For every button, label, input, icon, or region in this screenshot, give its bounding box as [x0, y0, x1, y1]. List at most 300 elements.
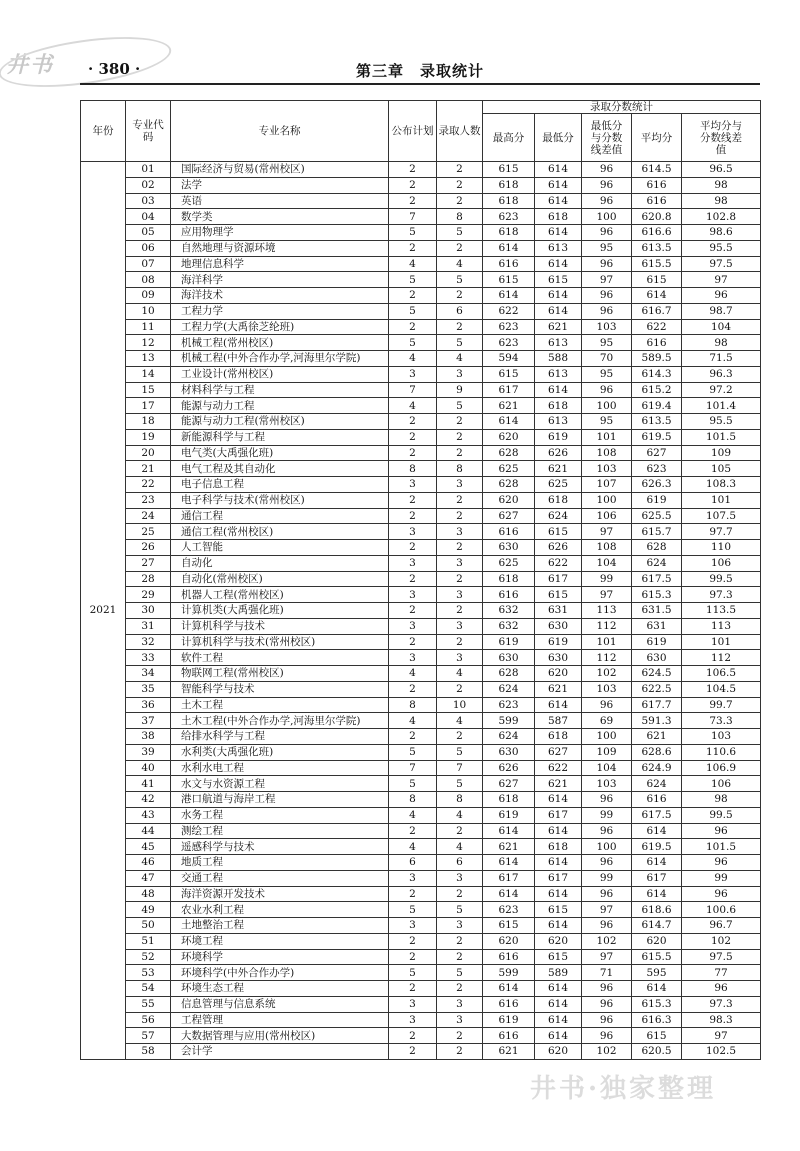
cell-max: 599: [483, 965, 535, 981]
cell-admitted: 2: [437, 240, 483, 256]
cell-min-diff: 113: [582, 603, 632, 619]
cell-max: 618: [483, 193, 535, 209]
cell-avg-diff: 95.5: [682, 414, 761, 430]
cell-admitted: 2: [437, 508, 483, 524]
cell-min-diff: 99: [582, 571, 632, 587]
header-name: 专业名称: [171, 101, 389, 162]
cell-avg: 619.4: [632, 398, 682, 414]
cell-admitted: 5: [437, 744, 483, 760]
cell-min-diff: 102: [582, 933, 632, 949]
cell-max: 618: [483, 225, 535, 241]
cell-max: 623: [483, 335, 535, 351]
table-row: [81, 618, 761, 634]
cell-max: 632: [483, 603, 535, 619]
cell-code: 58: [126, 1044, 171, 1060]
cell-name: 环境科学: [171, 949, 389, 965]
cell-min-diff: 96: [582, 886, 632, 902]
cell-avg-diff: 100.6: [682, 902, 761, 918]
cell-admitted: 2: [437, 949, 483, 965]
cell-admitted: 2: [437, 288, 483, 304]
table-row: [81, 256, 761, 272]
cell-name: 水文与水资源工程: [171, 776, 389, 792]
cell-name: 水利水电工程: [171, 760, 389, 776]
cell-min-diff: 109: [582, 744, 632, 760]
cell-avg: 631.5: [632, 603, 682, 619]
cell-admitted: 2: [437, 540, 483, 556]
cell-avg-diff: 101: [682, 492, 761, 508]
table-row: [81, 634, 761, 650]
cell-avg-diff: 97.3: [682, 996, 761, 1012]
cell-planned: 3: [389, 996, 437, 1012]
cell-avg-diff: 103: [682, 729, 761, 745]
cell-max: 628: [483, 477, 535, 493]
cell-avg-diff: 101: [682, 634, 761, 650]
cell-min: 618: [535, 398, 582, 414]
cell-admitted: 4: [437, 807, 483, 823]
cell-avg: 617.5: [632, 571, 682, 587]
cell-name: 土木工程(中外合作办学,河海里尔学院): [171, 713, 389, 729]
cell-min: 614: [535, 996, 582, 1012]
logo-watermark: [6, 48, 54, 79]
cell-planned: 2: [389, 508, 437, 524]
cell-code: 29: [126, 587, 171, 603]
cell-code: 46: [126, 855, 171, 871]
cell-min-diff: 96: [582, 288, 632, 304]
table-row: [81, 760, 761, 776]
cell-planned: 5: [389, 965, 437, 981]
cell-admitted: 2: [437, 634, 483, 650]
cell-admitted: 10: [437, 697, 483, 713]
cell-max: 614: [483, 855, 535, 871]
cell-planned: 2: [389, 445, 437, 461]
cell-admitted: 2: [437, 492, 483, 508]
cell-max: 618: [483, 571, 535, 587]
cell-avg-diff: 98.6: [682, 225, 761, 241]
cell-code: 25: [126, 524, 171, 540]
cell-avg-diff: 71.5: [682, 351, 761, 367]
cell-avg: 616.3: [632, 1012, 682, 1028]
cell-admitted: 3: [437, 477, 483, 493]
cell-planned: 2: [389, 886, 437, 902]
cell-avg: 627: [632, 445, 682, 461]
cell-min-diff: 96: [582, 1012, 632, 1028]
cell-code: 26: [126, 540, 171, 556]
cell-planned: 4: [389, 256, 437, 272]
cell-code: 10: [126, 303, 171, 319]
cell-max: 624: [483, 729, 535, 745]
cell-max: 614: [483, 823, 535, 839]
cell-name: 计算机科学与技术: [171, 618, 389, 634]
cell-avg-diff: 97.7: [682, 524, 761, 540]
cell-name: 测绘工程: [171, 823, 389, 839]
cell-code: 28: [126, 571, 171, 587]
cell-code: 55: [126, 996, 171, 1012]
cell-code: 41: [126, 776, 171, 792]
cell-name: 人工智能: [171, 540, 389, 556]
cell-avg: 614: [632, 981, 682, 997]
cell-min-diff: 103: [582, 681, 632, 697]
cell-min-diff: 100: [582, 839, 632, 855]
cell-planned: 4: [389, 666, 437, 682]
cell-max: 599: [483, 713, 535, 729]
table-row: [81, 366, 761, 382]
cell-admitted: 3: [437, 870, 483, 886]
cell-code: 44: [126, 823, 171, 839]
cell-min: 621: [535, 461, 582, 477]
header-admitted: 录取人数: [437, 101, 483, 162]
cell-min-diff: 96: [582, 382, 632, 398]
table-row: [81, 807, 761, 823]
cell-avg: 614.5: [632, 162, 682, 178]
table-row: [81, 870, 761, 886]
cell-name: 软件工程: [171, 650, 389, 666]
cell-code: 37: [126, 713, 171, 729]
cell-name: 环境科学(中外合作办学): [171, 965, 389, 981]
cell-min: 614: [535, 162, 582, 178]
table-row: [81, 902, 761, 918]
cell-avg: 619: [632, 492, 682, 508]
table-row: [81, 162, 761, 178]
cell-avg: 617: [632, 870, 682, 886]
cell-min-diff: 95: [582, 366, 632, 382]
cell-code: 48: [126, 886, 171, 902]
cell-planned: 4: [389, 839, 437, 855]
cell-max: 625: [483, 461, 535, 477]
cell-name: 水务工程: [171, 807, 389, 823]
cell-max: 616: [483, 256, 535, 272]
cell-admitted: 3: [437, 996, 483, 1012]
table-row: [81, 965, 761, 981]
cell-max: 623: [483, 902, 535, 918]
cell-min: 630: [535, 618, 582, 634]
table-row: [81, 729, 761, 745]
cell-name: 地理信息科学: [171, 256, 389, 272]
cell-min: 618: [535, 729, 582, 745]
chapter-title: 第三章 录取统计: [355, 62, 484, 80]
cell-admitted: 2: [437, 886, 483, 902]
cell-name: 港口航道与海岸工程: [171, 792, 389, 808]
cell-code: 45: [126, 839, 171, 855]
cell-max: 614: [483, 288, 535, 304]
cell-code: 23: [126, 492, 171, 508]
cell-avg: 619.5: [632, 839, 682, 855]
cell-max: 626: [483, 760, 535, 776]
cell-planned: 3: [389, 587, 437, 603]
cell-min-diff: 96: [582, 1028, 632, 1044]
cell-admitted: 9: [437, 382, 483, 398]
cell-name: 海洋科学: [171, 272, 389, 288]
cell-avg: 620.8: [632, 209, 682, 225]
cell-avg: 615: [632, 1028, 682, 1044]
cell-avg: 617.5: [632, 807, 682, 823]
table-row: [81, 272, 761, 288]
cell-planned: 3: [389, 524, 437, 540]
cell-avg: 619: [632, 634, 682, 650]
header-avg-diff: 平均分与分数线差值: [682, 114, 761, 162]
cell-max: 614: [483, 981, 535, 997]
cell-avg-diff: 98: [682, 193, 761, 209]
cell-admitted: 2: [437, 933, 483, 949]
cell-min-diff: 107: [582, 477, 632, 493]
cell-avg-diff: 97: [682, 1028, 761, 1044]
cell-min-diff: 96: [582, 193, 632, 209]
cell-min: 614: [535, 288, 582, 304]
cell-code: 38: [126, 729, 171, 745]
header-rule: [80, 83, 760, 85]
cell-admitted: 4: [437, 351, 483, 367]
cell-name: 会计学: [171, 1044, 389, 1060]
cell-avg-diff: 95.5: [682, 240, 761, 256]
cell-avg-diff: 96: [682, 823, 761, 839]
table-body: [81, 162, 761, 1060]
table-row: [81, 477, 761, 493]
cell-avg: 614: [632, 288, 682, 304]
cell-name: 新能源科学与工程: [171, 429, 389, 445]
cell-planned: 5: [389, 303, 437, 319]
cell-avg: 631: [632, 618, 682, 634]
cell-avg: 628.6: [632, 744, 682, 760]
cell-min-diff: 97: [582, 524, 632, 540]
cell-avg: 615.2: [632, 382, 682, 398]
cell-min-diff: 104: [582, 555, 632, 571]
cell-name: 大数据管理与应用(常州校区): [171, 1028, 389, 1044]
cell-name: 国际经济与贸易(常州校区): [171, 162, 389, 178]
cell-max: 630: [483, 650, 535, 666]
cell-max: 614: [483, 886, 535, 902]
cell-avg: 618.6: [632, 902, 682, 918]
table-row: [81, 319, 761, 335]
table-row: [81, 571, 761, 587]
cell-name: 自动化: [171, 555, 389, 571]
cell-planned: 2: [389, 823, 437, 839]
cell-min-diff: 69: [582, 713, 632, 729]
cell-min: 613: [535, 335, 582, 351]
cell-admitted: 8: [437, 792, 483, 808]
cell-min-diff: 108: [582, 540, 632, 556]
cell-planned: 2: [389, 933, 437, 949]
cell-min: 619: [535, 634, 582, 650]
logo-text: 井书: [6, 52, 55, 78]
cell-name: 地质工程: [171, 855, 389, 871]
cell-name: 通信工程(常州校区): [171, 524, 389, 540]
cell-max: 617: [483, 870, 535, 886]
cell-avg: 624: [632, 776, 682, 792]
cell-planned: 4: [389, 713, 437, 729]
cell-planned: 7: [389, 209, 437, 225]
cell-name: 能源与动力工程(常州校区): [171, 414, 389, 430]
cell-code: 30: [126, 603, 171, 619]
cell-code: 03: [126, 193, 171, 209]
table-row: [81, 918, 761, 934]
table-row: [81, 697, 761, 713]
cell-avg: 615: [632, 272, 682, 288]
cell-planned: 2: [389, 681, 437, 697]
year-cell: 2021: [81, 162, 126, 1060]
cell-max: 615: [483, 366, 535, 382]
cell-admitted: 2: [437, 162, 483, 178]
cell-planned: 2: [389, 429, 437, 445]
cell-name: 自动化(常州校区): [171, 571, 389, 587]
cell-avg: 624.5: [632, 666, 682, 682]
cell-code: 01: [126, 162, 171, 178]
cell-planned: 8: [389, 792, 437, 808]
cell-min: 614: [535, 855, 582, 871]
cell-avg: 625.5: [632, 508, 682, 524]
cell-admitted: 2: [437, 1028, 483, 1044]
cell-admitted: 2: [437, 729, 483, 745]
cell-code: 11: [126, 319, 171, 335]
table-row: [81, 1028, 761, 1044]
table-row: [81, 949, 761, 965]
cell-max: 620: [483, 933, 535, 949]
cell-max: 614: [483, 240, 535, 256]
cell-avg-diff: 110: [682, 540, 761, 556]
cell-min: 618: [535, 839, 582, 855]
cell-code: 09: [126, 288, 171, 304]
cell-min: 622: [535, 555, 582, 571]
cell-avg-diff: 96: [682, 981, 761, 997]
cell-planned: 2: [389, 1028, 437, 1044]
cell-name: 水利类(大禹强化班): [171, 744, 389, 760]
cell-name: 给排水科学与工程: [171, 729, 389, 745]
cell-code: 13: [126, 351, 171, 367]
cell-max: 624: [483, 681, 535, 697]
footer-watermark: 井书·独家整理: [530, 1074, 717, 1104]
cell-admitted: 2: [437, 681, 483, 697]
cell-name: 工程力学(大禹徐芝纶班): [171, 319, 389, 335]
table-row: [81, 225, 761, 241]
cell-avg-diff: 98.3: [682, 1012, 761, 1028]
cell-avg-diff: 98: [682, 177, 761, 193]
cell-name: 电气工程及其自动化: [171, 461, 389, 477]
cell-avg-diff: 105: [682, 461, 761, 477]
cell-min-diff: 71: [582, 965, 632, 981]
cell-avg-diff: 97.5: [682, 256, 761, 272]
cell-min: 631: [535, 603, 582, 619]
cell-min: 624: [535, 508, 582, 524]
cell-avg-diff: 98.7: [682, 303, 761, 319]
cell-code: 17: [126, 398, 171, 414]
cell-avg: 614: [632, 886, 682, 902]
cell-code: 18: [126, 414, 171, 430]
cell-avg-diff: 99.7: [682, 697, 761, 713]
cell-planned: 5: [389, 776, 437, 792]
cell-max: 619: [483, 634, 535, 650]
cell-max: 630: [483, 744, 535, 760]
table-row: [81, 209, 761, 225]
cell-avg-diff: 73.3: [682, 713, 761, 729]
cell-min-diff: 108: [582, 445, 632, 461]
cell-name: 遥感科学与技术: [171, 839, 389, 855]
cell-avg-diff: 96.5: [682, 162, 761, 178]
cell-min: 613: [535, 366, 582, 382]
cell-avg: 628: [632, 540, 682, 556]
cell-admitted: 2: [437, 981, 483, 997]
cell-admitted: 4: [437, 713, 483, 729]
cell-min: 614: [535, 382, 582, 398]
cell-admitted: 3: [437, 618, 483, 634]
admission-table: [80, 100, 761, 1060]
cell-min: 617: [535, 807, 582, 823]
table-row: [81, 382, 761, 398]
cell-min-diff: 100: [582, 729, 632, 745]
cell-min: 588: [535, 351, 582, 367]
cell-min: 615: [535, 272, 582, 288]
cell-avg-diff: 104.5: [682, 681, 761, 697]
table-row: [81, 351, 761, 367]
cell-avg-diff: 109: [682, 445, 761, 461]
table-row: [81, 193, 761, 209]
cell-code: 51: [126, 933, 171, 949]
table-row: [81, 335, 761, 351]
cell-planned: 4: [389, 398, 437, 414]
cell-planned: 4: [389, 351, 437, 367]
table-row: [81, 776, 761, 792]
cell-min-diff: 70: [582, 351, 632, 367]
cell-admitted: 2: [437, 414, 483, 430]
table-row: [81, 666, 761, 682]
cell-avg: 614.3: [632, 366, 682, 382]
cell-planned: 2: [389, 540, 437, 556]
cell-code: 12: [126, 335, 171, 351]
cell-avg-diff: 98: [682, 335, 761, 351]
cell-code: 14: [126, 366, 171, 382]
table-row: [81, 414, 761, 430]
cell-name: 工程管理: [171, 1012, 389, 1028]
table-row: [81, 981, 761, 997]
cell-min: 621: [535, 776, 582, 792]
cell-max: 616: [483, 524, 535, 540]
cell-admitted: 4: [437, 666, 483, 682]
cell-code: 07: [126, 256, 171, 272]
cell-planned: 5: [389, 225, 437, 241]
cell-avg-diff: 104: [682, 319, 761, 335]
cell-max: 616: [483, 996, 535, 1012]
table-row: [81, 650, 761, 666]
table-row: [81, 177, 761, 193]
cell-min-diff: 106: [582, 508, 632, 524]
cell-code: 05: [126, 225, 171, 241]
cell-min: 614: [535, 792, 582, 808]
cell-min-diff: 97: [582, 902, 632, 918]
cell-admitted: 7: [437, 760, 483, 776]
cell-min: 625: [535, 477, 582, 493]
cell-name: 土木工程: [171, 697, 389, 713]
cell-planned: 2: [389, 1044, 437, 1060]
cell-admitted: 2: [437, 823, 483, 839]
table-row: [81, 823, 761, 839]
cell-planned: 2: [389, 240, 437, 256]
cell-admitted: 3: [437, 1012, 483, 1028]
cell-avg-diff: 102.5: [682, 1044, 761, 1060]
cell-min-diff: 101: [582, 429, 632, 445]
cell-avg-diff: 98: [682, 792, 761, 808]
cell-name: 物联网工程(常州校区): [171, 666, 389, 682]
cell-admitted: 4: [437, 839, 483, 855]
cell-name: 土地整治工程: [171, 918, 389, 934]
cell-admitted: 2: [437, 603, 483, 619]
cell-min-diff: 112: [582, 618, 632, 634]
cell-name: 智能科学与技术: [171, 681, 389, 697]
cell-min-diff: 100: [582, 492, 632, 508]
cell-min: 614: [535, 193, 582, 209]
cell-max: 632: [483, 618, 535, 634]
cell-avg: 595: [632, 965, 682, 981]
cell-min: 614: [535, 303, 582, 319]
cell-avg-diff: 106: [682, 776, 761, 792]
cell-min-diff: 96: [582, 792, 632, 808]
cell-max: 615: [483, 918, 535, 934]
